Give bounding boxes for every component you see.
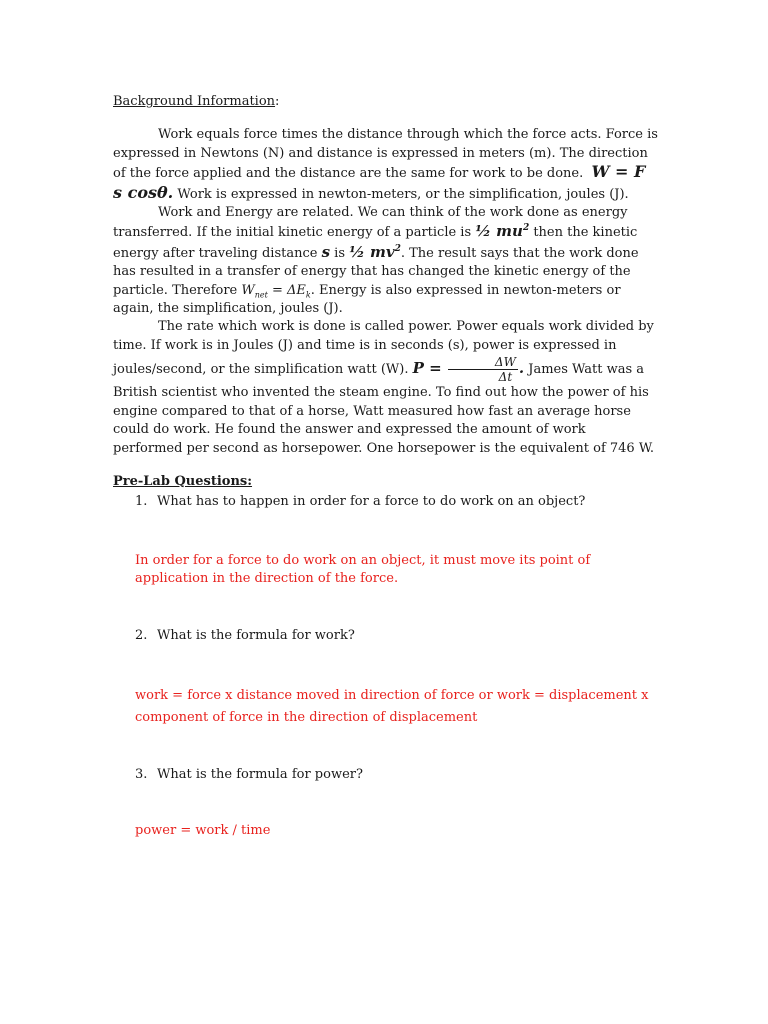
final-ke-sup: 2 — [394, 243, 401, 254]
question-2-text: What is the formula for work? — [157, 627, 355, 643]
answer-3: power = work / time — [135, 823, 271, 839]
initial-ke-sup: 2 — [522, 223, 530, 234]
power-fraction-denominator: Δt — [498, 370, 513, 385]
power-formula-dot: . — [518, 359, 525, 378]
paragraph-power — [113, 318, 658, 457]
energy-text-d: . The result says that the work done has resulted in a transfer of energy that has changed the kinetic energy of the particle. Therefore — [113, 245, 639, 298]
energy-text-e: . Energy is also expressed in newton-meters or again, the simplification, joules (J). — [113, 282, 621, 317]
background-heading-line — [113, 93, 658, 111]
question-1-number: 1. — [135, 494, 148, 510]
final-ke-formula — [349, 243, 401, 261]
document-content — [113, 93, 658, 841]
question-1-text: What has to happen in order for a force to do work on an object? — [157, 494, 586, 510]
final-ke-text: ½ mv — [349, 242, 395, 261]
question-2 — [113, 627, 658, 645]
question-3-number: 3. — [135, 766, 148, 782]
background-heading-colon: : — [275, 94, 280, 109]
prelab-title: Pre-Lab Questions: — [113, 473, 253, 489]
initial-ke-text: ½ mu — [475, 222, 523, 241]
work-net-eq: = ΔE — [267, 282, 306, 298]
energy-text-a: Work and Energy are related. We can think of the work done as energy transferred. If the initial kinetic energy of a particle is — [113, 205, 628, 241]
question-3-text: What is the formula for power? — [157, 766, 363, 782]
question-3 — [113, 766, 658, 784]
energy-text-c: is — [330, 245, 350, 261]
paragraph-work — [113, 126, 658, 204]
power-fraction-numerator: ΔW — [448, 355, 518, 370]
energy-text-b: then the kinetic energy after traveling distance — [113, 225, 638, 261]
background-heading: Background Information — [113, 94, 276, 109]
answer-2: work = force x distance moved in direction of force or work = displacement x component of force in the direction of displacement — [135, 687, 649, 725]
initial-ke-formula — [475, 222, 529, 240]
work-formula: W = F s cosθ. — [113, 162, 646, 202]
work-net-formula — [241, 283, 310, 298]
power-text-a: The rate which work is done is called power. Power equals work divided by time. If work is in Joules (J) and time is in seconds (s), power is expressed in joules/second, or the simplification watt (W). — [113, 319, 654, 378]
work-net-w: W — [241, 282, 255, 298]
work-net-sub2: k — [305, 290, 311, 300]
power-formula-lhs: P = — [412, 359, 447, 378]
paragraph-work-tail: Work is expressed in newton-meters, or the simplification, joules (J). — [173, 186, 629, 202]
question-1 — [113, 493, 658, 511]
question-2-number: 2. — [135, 627, 148, 643]
work-net-sub: net — [254, 290, 268, 300]
power-text-b: James Watt was a British scientist who invented the steam engine. To find out how the power of his engine compared to that of a horse, Watt measured how fast an average horse could do work. He found the answer and expressed the amount of work performed per second as horsepower. One horsepower is the equivalent of 746 W. — [113, 362, 655, 456]
power-fraction — [448, 355, 518, 384]
distance-variable: s — [321, 242, 331, 261]
answer-1: In order for a force to do work on an object, it must move its point of application in the direction of the force. — [135, 552, 591, 587]
paragraph-work-text: Work equals force times the distance through which the force acts. Force is expressed in Newtons (N) and distance is expressed in meters (m). The direction of the force applied and the distance are the same for work to be done. — [113, 127, 658, 182]
paragraph-energy — [113, 204, 658, 318]
